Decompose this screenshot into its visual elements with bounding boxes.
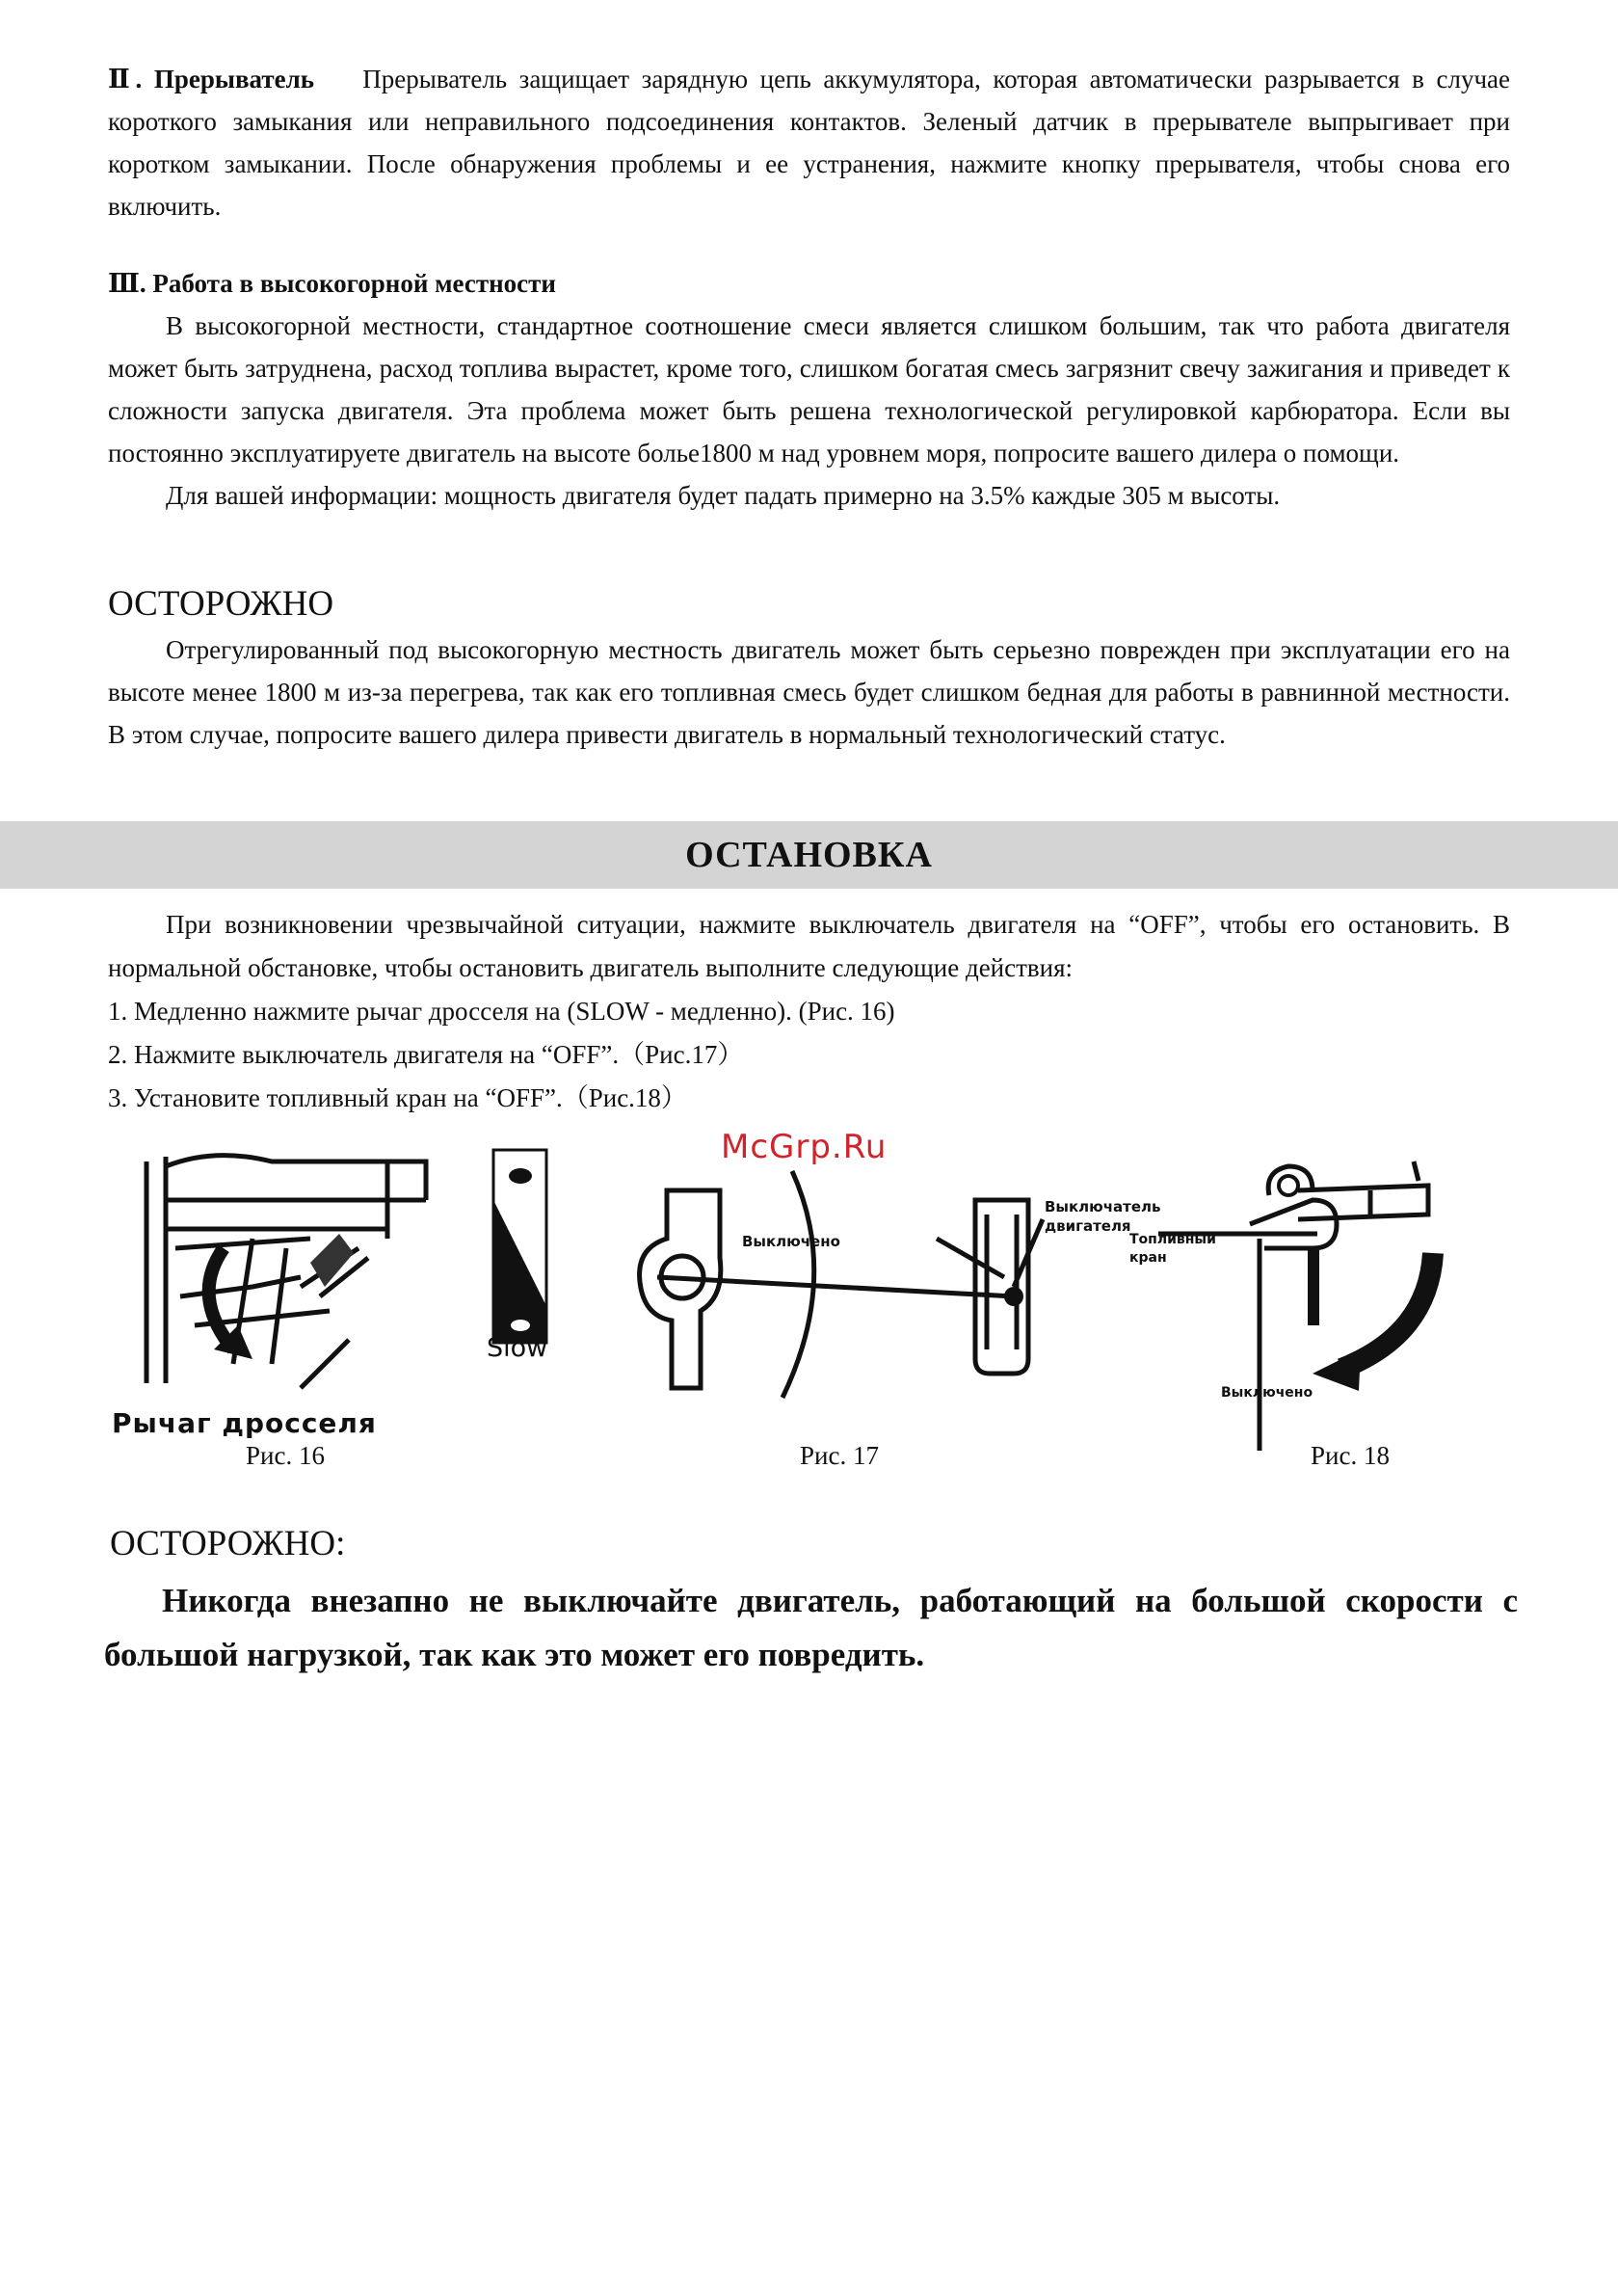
fig18-off-label: Выключено (1221, 1385, 1313, 1401)
stop-header-bar (0, 821, 1618, 889)
breaker-paragraph (108, 58, 1510, 227)
altitude-section (108, 262, 1510, 517)
altitude-paragraph-2: Для вашей информации: мощность двигателя будет падать примерно на 3.5% каждые 305 м высоты. (166, 481, 1281, 510)
fuel-tap-illustration (1120, 1142, 1510, 1451)
caution-text-1: Отрегулированный под высокогорную местность двигатель может быть серьезно поврежден при эксплуатации его на высоте менее 1800 м из-за перегрева, так как его топливная смесь будет слишком бедная для работы в равнинной местности. В этом случае, попросите вашего дилера привести двигатель в нормальный технологический статус. (108, 635, 1510, 749)
caution-text-2: Никогда внезапно не выключайте двигатель, работающий на большой скорости с большой нагрузкой, так как это может его повредить. (104, 1582, 1518, 1673)
breaker-text: Прерыватель защищает зарядную цепь аккумулятора, которая автоматически разрывается в случае короткого замыкания или неправильного подсоединения контактов. Зеленый датчик в прерывателе выпрыгивает при коротком замыкании. После обнаружения проблемы и ее устранения, нажмите кнопку прерывателя, чтобы снова его включить. (108, 65, 1510, 221)
fig18-caption: Рис. 18 (1311, 1441, 1390, 1470)
stop-step-1: 1. Медленно нажмите рычаг дросселя на (SLOW - медленно). (Рис. 16) (108, 997, 895, 1026)
fig16-caption: Рис. 16 (246, 1441, 325, 1470)
watermark: McGrp.Ru (721, 1128, 888, 1166)
throttle-lever-illustration (108, 1142, 551, 1451)
stop-title: ОСТАНОВКА (685, 835, 933, 875)
throttle-lever-label: Рычаг дросселя (112, 1407, 377, 1439)
slow-label: Slow (487, 1333, 548, 1363)
caution-section-2 (104, 1520, 1518, 1682)
fig18-tap-label-2: кран (1129, 1250, 1167, 1266)
altitude-paragraph-1: В высокогорной местности, стандартное соотношение смеси является слишком большим, так что работа двигателя может быть затруднена, расход топлива вырастет, кроме того, слишком богатая смесь загрязнит свечу зажигания и приведет к сложности запуска двигателя. Эта проблема может быть решена технологической регулировкой карбюратора. Если вы постоянно эксплуатируете двигатель на высоте больe1800 м над уровнем моря, попросите вашего дилера о помощи. (108, 311, 1510, 467)
figure-16 (108, 1142, 551, 1460)
breaker-section (108, 58, 1510, 227)
stop-step-2: 2. Нажмите выключатель двигателя на “OFF”.（Рис.17） (108, 1040, 744, 1069)
figure-18 (1120, 1142, 1510, 1460)
figures-row (108, 1142, 1510, 1489)
breaker-title: Ⅱ. Прерыватель (108, 65, 315, 93)
altitude-title: Ⅲ. Работа в высокогорной местности (108, 269, 556, 298)
stop-step-3: 3. Установите топливный кран на “OFF”.（Рис.18） (108, 1083, 687, 1112)
caution-title-2: ОСТОРОЖНО: (110, 1524, 346, 1563)
fig17-switch-label-1: Выключатель (1045, 1198, 1161, 1215)
fig17-caption: Рис. 17 (800, 1441, 879, 1470)
stop-intro: При возникновении чрезвычайной ситуации, нажмите выключатель двигателя на “OFF”, чтобы его остановить. В нормальной обстановке, чтобы остановить двигатель выполните следующие действия: (108, 910, 1510, 982)
stop-section (108, 903, 1510, 1120)
caution-section-1 (108, 580, 1510, 756)
fig18-tap-label-1: Топливный (1129, 1232, 1216, 1247)
caution-title-1: ОСТОРОЖНО (108, 584, 334, 624)
fig17-switch-label-2: двигателя (1045, 1217, 1131, 1235)
fig17-off-label: Выключено (742, 1233, 840, 1250)
